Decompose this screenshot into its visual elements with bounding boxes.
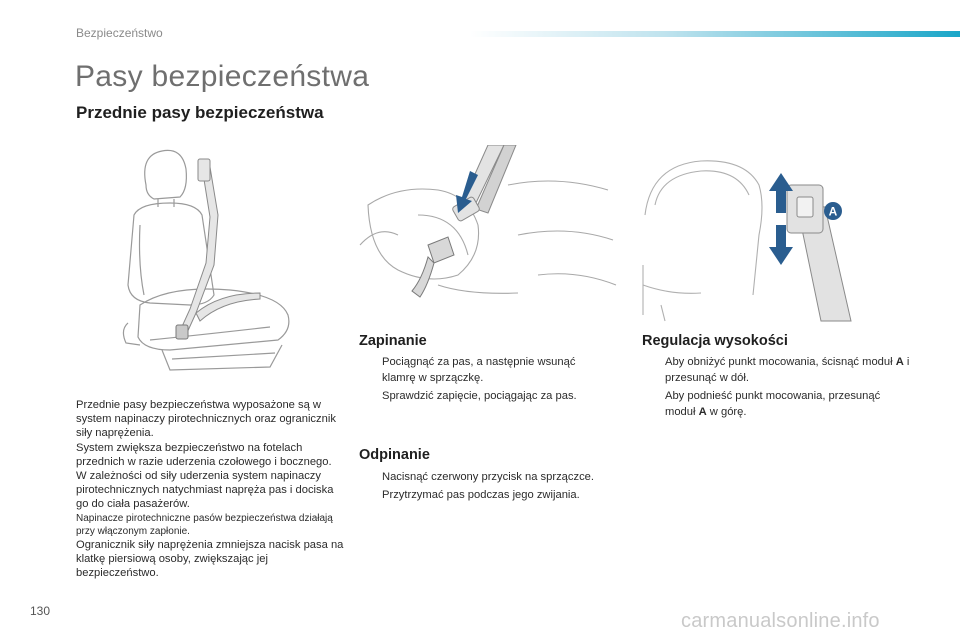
list-item: Pociągnąć za pas, a następnie wsunąć klamrę w sprzączkę. bbox=[382, 356, 576, 384]
list-regulacja bbox=[642, 354, 912, 420]
intro-paragraph: Ogranicznik siły naprężenia zmniejsza nacisk pasa na klatkę piersiową osoby, zwiększając jej bezpieczeństwo. bbox=[76, 538, 344, 580]
list-odpinanie bbox=[359, 469, 619, 503]
heading-odpinanie: Odpinanie bbox=[359, 447, 430, 463]
intro-note: Napinacze pirotechniczne pasów bezpieczeństwa działają przy włączonym zapłonie. bbox=[76, 512, 333, 537]
page-number: 130 bbox=[30, 604, 51, 618]
module-a-label: A bbox=[828, 204, 838, 219]
heading-regulacja: Regulacja wysokości bbox=[642, 333, 788, 349]
intro-paragraph: System zwiększa bezpieczeństwo na fotelach przednich w razie uderzenia czołowego i bocznego. W zależności od siły uderzenia system napinaczy pirotechnicznych natychmiast napręża pas i dociska go do ciała pasażerów. bbox=[76, 441, 334, 511]
list-item: Aby podnieść punkt mocowania, przesunąć moduł A w górę. bbox=[665, 390, 881, 418]
section-label: Bezpieczeństwo bbox=[76, 26, 163, 40]
page-title: Pasy bezpieczeństwa bbox=[75, 60, 370, 93]
list-item: Nacisnąć czerwony przycisk na sprzączce. bbox=[382, 471, 595, 483]
list-item: Aby obniżyć punkt mocowania, ścisnąć moduł A i przesunąć w dół. bbox=[665, 356, 910, 384]
header-accent-bar bbox=[470, 31, 960, 37]
list-item: Przytrzymać pas podczas jego zwijania. bbox=[382, 489, 580, 501]
height-adjustment-illustration bbox=[641, 145, 853, 325]
buckle-illustration bbox=[358, 145, 620, 310]
intro-paragraph: Przednie pasy bezpieczeństwa wyposażone są w system napinaczy pirotechnicznych oraz ogranicznik siły naprężenia. bbox=[76, 399, 336, 440]
list-zapinanie bbox=[359, 354, 609, 404]
heading-zapinanie: Zapinanie bbox=[359, 333, 427, 349]
watermark: carmanualsonline.info bbox=[681, 610, 880, 632]
section-subtitle: Przednie pasy bezpieczeństwa bbox=[76, 103, 324, 122]
intro-text bbox=[76, 398, 344, 580]
seat-belt-illustration bbox=[110, 145, 300, 377]
list-item: Sprawdzić zapięcie, pociągając za pas. bbox=[382, 390, 577, 402]
